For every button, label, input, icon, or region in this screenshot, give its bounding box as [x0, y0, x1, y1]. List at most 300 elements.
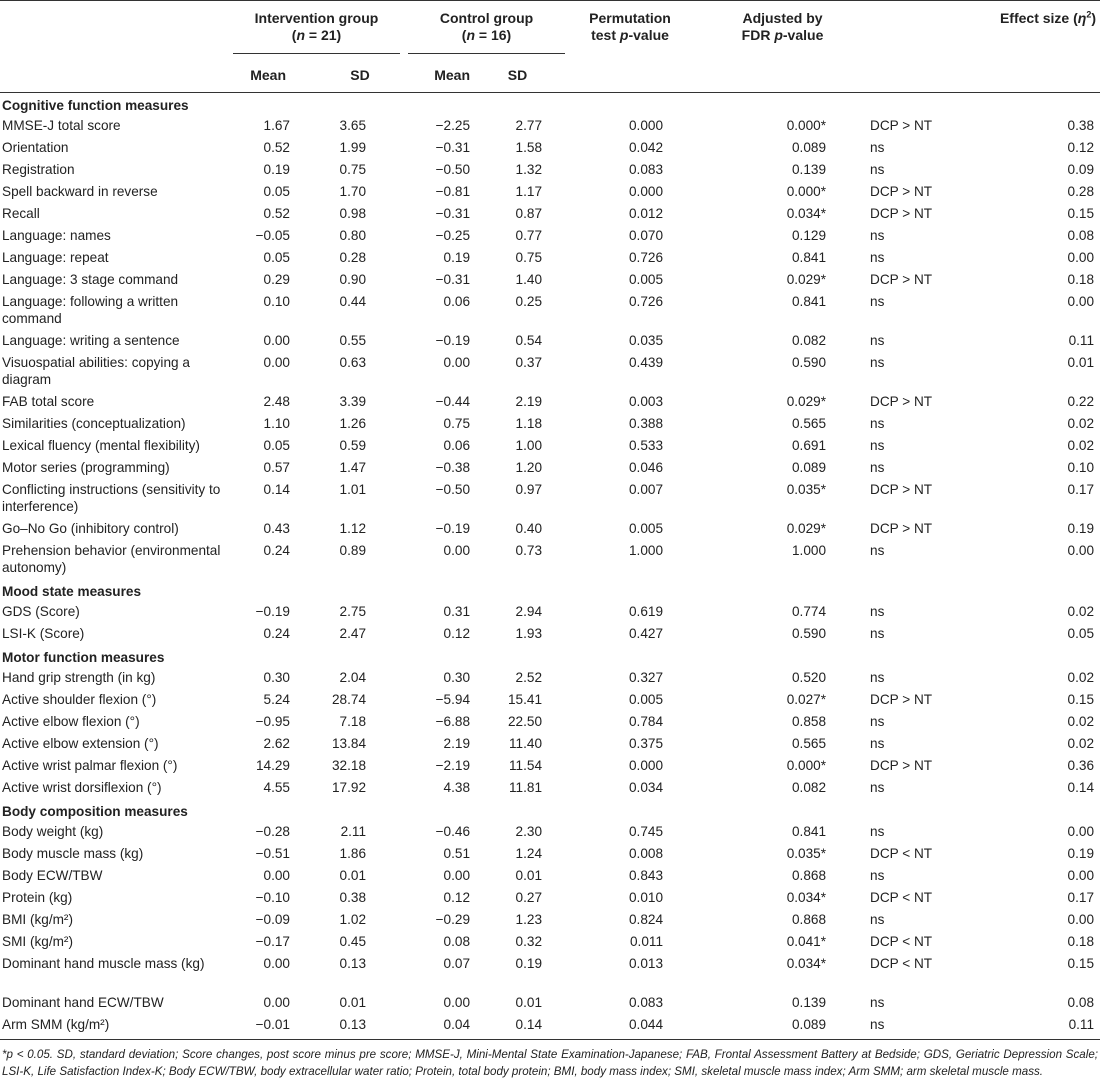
intervention-mean: 0.14 [263, 482, 290, 497]
row-label: Prehension behavior (environmental autonomy) [2, 543, 221, 575]
comparison: ns [870, 626, 885, 641]
row-label: Language: following a written command [2, 294, 179, 326]
table-row [0, 931, 1100, 953]
intervention-mean: 0.24 [263, 626, 290, 641]
control-sd-header: SD [470, 58, 565, 93]
control-mean: 0.30 [443, 670, 471, 685]
intervention-mean: 0.10 [263, 294, 290, 309]
permutation-p: 0.745 [628, 824, 664, 839]
intervention-sd: 0.44 [339, 294, 367, 309]
row-label: Conflicting instructions (sensitivity to interference) [2, 482, 221, 514]
fdr-p: 0.027* [786, 692, 827, 707]
control-sd: 2.77 [515, 118, 543, 133]
intervention-mean: 0.00 [263, 868, 290, 883]
permutation-p: 0.726 [628, 250, 664, 265]
intervention-group-n: (n = 21) [291, 27, 342, 43]
fdr-p: 0.868 [791, 912, 827, 927]
table-row [0, 777, 1100, 799]
row-label: Recall [2, 206, 40, 221]
section-header-row [0, 579, 1100, 601]
control-mean: 0.12 [443, 890, 471, 905]
effect-size: 0.02 [1067, 736, 1095, 751]
row-label: FAB total score [2, 394, 95, 409]
intervention-mean: −0.10 [255, 890, 290, 905]
effect-size: 0.02 [1067, 670, 1095, 685]
permutation-p: 0.005 [628, 692, 664, 707]
effect-size: 0.01 [1067, 355, 1095, 370]
fdr-p: 0.520 [791, 670, 827, 685]
intervention-sd: 1.02 [339, 912, 367, 927]
table-row [0, 352, 1100, 391]
fdr-p: 0.841 [791, 250, 827, 265]
intervention-sd: 3.65 [339, 118, 367, 133]
intervention-mean: 1.67 [263, 118, 290, 133]
intervention-mean: 1.10 [263, 416, 290, 431]
effect-size: 0.18 [1067, 272, 1095, 287]
table-row [0, 992, 1100, 1014]
permutation-p: 0.010 [628, 890, 664, 905]
control-mean-header: Mean [400, 58, 470, 93]
intervention-mean: 0.43 [263, 521, 290, 536]
blank-subheader [565, 58, 695, 93]
fdr-p: 0.000* [786, 184, 827, 199]
control-sd: 15.41 [507, 692, 543, 707]
permutation-p: 0.824 [628, 912, 664, 927]
fdr-p: 0.034* [786, 890, 827, 905]
comparison: ns [870, 333, 885, 348]
effect-size: 0.17 [1067, 890, 1095, 905]
control-sd: 0.73 [515, 543, 543, 558]
control-sd: 11.54 [509, 758, 543, 773]
effect-size: 0.22 [1067, 394, 1095, 409]
intervention-mean: 0.05 [263, 184, 290, 199]
comparison: ns [870, 416, 885, 431]
row-label: Active elbow extension (°) [2, 736, 159, 751]
fdr-p: 0.034* [786, 206, 827, 221]
intervention-mean: 4.55 [263, 780, 290, 795]
control-sd: 0.97 [515, 482, 543, 497]
control-mean: −0.46 [435, 824, 471, 839]
effect-size: 0.02 [1067, 438, 1095, 453]
comparison: ns [870, 604, 885, 619]
intervention-mean: 0.00 [263, 355, 290, 370]
intervention-mean: 0.30 [263, 670, 290, 685]
row-label: Body ECW/TBW [2, 868, 103, 883]
intervention-mean: −0.19 [255, 604, 290, 619]
effect-size: 0.15 [1067, 692, 1095, 707]
effect-size: 0.09 [1067, 162, 1095, 177]
permutation-p: 0.042 [628, 140, 664, 155]
blank-subheader [870, 58, 953, 93]
table-row [0, 413, 1100, 435]
control-sd: 0.25 [515, 294, 543, 309]
control-sd: 2.52 [515, 670, 543, 685]
table-row [0, 843, 1100, 865]
control-mean: 0.00 [443, 355, 471, 370]
fdr-p: 0.858 [791, 714, 827, 729]
permutation-p: 0.011 [630, 934, 664, 949]
effect-size: 0.08 [1067, 228, 1095, 243]
row-label: Body weight (kg) [2, 824, 104, 839]
fdr-p: 0.565 [791, 736, 827, 751]
permutation-p: 0.784 [628, 714, 664, 729]
fdr-p: 0.029* [786, 394, 827, 409]
control-mean: 0.07 [443, 956, 471, 971]
permutation-p: 0.083 [628, 162, 664, 177]
control-mean: 0.00 [443, 543, 471, 558]
effect-size: 0.12 [1067, 140, 1095, 155]
effect-size: 0.19 [1067, 846, 1095, 861]
fdr-p: 0.035* [786, 846, 827, 861]
control-mean: −0.31 [435, 206, 471, 221]
effect-size: 0.00 [1067, 868, 1095, 883]
row-label: BMI (kg/m²) [2, 912, 73, 927]
intervention-mean: 2.48 [263, 394, 290, 409]
control-sd: 1.40 [515, 272, 543, 287]
control-sd: 0.01 [515, 868, 543, 883]
intervention-mean-header: Mean [225, 58, 290, 93]
control-sd: 0.77 [515, 228, 543, 243]
fdr-p: 0.082 [791, 333, 827, 348]
intervention-mean: −0.95 [255, 714, 290, 729]
fdr-p: 0.035* [786, 482, 827, 497]
intervention-mean: 0.00 [263, 956, 290, 971]
table-row [0, 953, 1100, 992]
effect-size: 0.19 [1067, 521, 1095, 536]
row-label: Active elbow flexion (°) [2, 714, 140, 729]
section-title: Body composition measures [2, 804, 188, 819]
permutation-p: 0.000 [628, 758, 664, 773]
intervention-group-title: Intervention group [254, 10, 379, 26]
effect-size: 0.11 [1068, 1017, 1095, 1032]
intervention-mean: −0.09 [255, 912, 290, 927]
fdr-p: 1.000 [791, 543, 827, 558]
fdr-p: 0.041* [786, 934, 827, 949]
table-row [0, 601, 1100, 623]
comparison: ns [870, 294, 885, 309]
table-row [0, 623, 1100, 645]
table-row [0, 137, 1100, 159]
intervention-sd: 1.12 [339, 521, 367, 536]
intervention-sd: 0.45 [339, 934, 367, 949]
control-sd: 2.94 [515, 604, 543, 619]
intervention-sd: 1.01 [339, 482, 367, 497]
row-label: GDS (Score) [2, 604, 80, 619]
table-row [0, 457, 1100, 479]
fdr-p: 0.590 [791, 626, 827, 641]
section-title: Motor function measures [2, 650, 165, 665]
row-label: Registration [2, 162, 75, 177]
control-sd: 0.87 [515, 206, 543, 221]
comparison: ns [870, 780, 885, 795]
permutation-p: 0.439 [628, 355, 664, 370]
control-mean: −0.50 [435, 482, 471, 497]
intervention-mean: 0.57 [263, 460, 290, 475]
effect-size: 0.00 [1067, 294, 1095, 309]
row-label: LSI-K (Score) [2, 626, 85, 641]
control-sd: 1.32 [515, 162, 543, 177]
row-label: Active wrist palmar flexion (°) [2, 758, 178, 773]
control-mean: −0.31 [435, 140, 471, 155]
effect-size: 0.36 [1067, 758, 1095, 773]
intervention-group-header [225, 0, 400, 58]
effect-size: 0.14 [1067, 780, 1095, 795]
intervention-sd: 28.74 [331, 692, 367, 707]
control-group-n: (n = 16) [461, 27, 512, 43]
comparison: ns [870, 714, 885, 729]
fdr-p: 0.089 [791, 140, 827, 155]
effect-size: 0.05 [1067, 626, 1095, 641]
permutation-p: 0.427 [628, 626, 664, 641]
comparison: ns [870, 543, 885, 558]
control-mean: −0.19 [435, 333, 471, 348]
intervention-sd: 0.01 [339, 995, 367, 1010]
intervention-sd: 1.26 [339, 416, 367, 431]
fdr-p: 0.089 [791, 460, 827, 475]
intervention-mean: 0.05 [263, 438, 290, 453]
intervention-sd-header: SD [290, 58, 400, 93]
blank-subheader [0, 58, 225, 93]
table-row [0, 479, 1100, 518]
section-header-row [0, 799, 1100, 821]
comparison: DCP > NT [870, 118, 933, 133]
comparison: ns [870, 228, 885, 243]
intervention-mean: 0.00 [263, 333, 290, 348]
fdr-p: 0.774 [791, 604, 827, 619]
table-row [0, 391, 1100, 413]
permutation-p: 0.005 [628, 272, 664, 287]
corner-cell [0, 0, 225, 58]
permutation-p: 0.035 [628, 333, 664, 348]
intervention-sd: 7.18 [339, 714, 367, 729]
comparison: DCP < NT [870, 934, 933, 949]
row-label: Active shoulder flexion (°) [2, 692, 157, 707]
table-row [0, 667, 1100, 689]
control-sd: 0.75 [515, 250, 543, 265]
fdr-p: 0.139 [791, 995, 827, 1010]
table-row [0, 247, 1100, 269]
table-body [0, 93, 1100, 1040]
control-mean: 0.00 [443, 995, 471, 1010]
table-row [0, 909, 1100, 931]
permutation-p: 0.044 [628, 1017, 664, 1032]
row-label: Dominant hand ECW/TBW [2, 995, 164, 1010]
row-label: Active wrist dorsiflexion (°) [2, 780, 162, 795]
intervention-sd: 1.70 [339, 184, 367, 199]
row-label: Language: repeat [2, 250, 109, 265]
fdr-p: 0.034* [786, 956, 827, 971]
permutation-p: 1.000 [628, 543, 664, 558]
intervention-mean: −0.28 [255, 824, 290, 839]
intervention-sd: 0.98 [339, 206, 367, 221]
control-sd: 0.14 [515, 1017, 543, 1032]
permutation-p: 0.046 [628, 460, 664, 475]
effect-size: 0.15 [1067, 956, 1095, 971]
row-label: Lexical fluency (mental flexibility) [2, 438, 200, 453]
control-mean: 0.08 [443, 934, 471, 949]
intervention-sd: 2.75 [339, 604, 367, 619]
control-group-header [400, 0, 565, 58]
control-mean: −0.38 [435, 460, 471, 475]
control-mean: 0.12 [443, 626, 471, 641]
intervention-sd: 32.18 [331, 758, 367, 773]
control-sd: 1.17 [515, 184, 543, 199]
intervention-sd: 0.75 [339, 162, 367, 177]
intervention-mean: 0.19 [263, 162, 290, 177]
intervention-mean: −0.01 [255, 1017, 290, 1032]
comparison: DCP > NT [870, 206, 933, 221]
permutation-p: 0.619 [628, 604, 664, 619]
control-mean: −0.81 [435, 184, 471, 199]
table-row [0, 269, 1100, 291]
comparison: ns [870, 438, 885, 453]
intervention-mean: 0.52 [263, 140, 290, 155]
comparison: DCP > NT [870, 521, 933, 536]
comparison: ns [870, 355, 885, 370]
table-row [0, 711, 1100, 733]
intervention-sd: 2.11 [340, 824, 367, 839]
effect-size: 0.15 [1067, 206, 1095, 221]
comparison: DCP > NT [870, 692, 933, 707]
permutation-p: 0.726 [628, 294, 664, 309]
control-mean: 0.51 [443, 846, 471, 861]
control-sd: 0.27 [515, 890, 543, 905]
comparison: DCP > NT [870, 394, 933, 409]
comparison: DCP < NT [870, 846, 933, 861]
table-top-rule [0, 0, 1100, 1]
permutation-p: 0.000 [628, 118, 664, 133]
permutation-p: 0.533 [628, 438, 664, 453]
control-sd: 1.23 [515, 912, 543, 927]
intervention-sd: 0.13 [339, 1017, 367, 1032]
comparison: DCP < NT [870, 890, 933, 905]
row-label: Language: 3 stage command [2, 272, 179, 287]
intervention-mean: 0.05 [263, 250, 290, 265]
intervention-mean: 14.29 [255, 758, 290, 773]
comparison: ns [870, 460, 885, 475]
control-mean: −0.19 [435, 521, 471, 536]
table-row [0, 733, 1100, 755]
table-row [0, 181, 1100, 203]
effect-size: 0.00 [1067, 912, 1095, 927]
control-mean: 0.19 [443, 250, 471, 265]
intervention-sd: 3.39 [339, 394, 367, 409]
comparison: DCP > NT [870, 272, 933, 287]
section-header-row [0, 645, 1100, 667]
control-mean: 2.19 [443, 736, 471, 751]
control-sd: 0.40 [515, 521, 543, 536]
control-mean: −6.88 [435, 714, 471, 729]
permutation-p: 0.327 [628, 670, 664, 685]
comparison: ns [870, 868, 885, 883]
section-title: Cognitive function measures [2, 98, 189, 113]
row-label: Orientation [2, 140, 69, 155]
control-sd: 22.50 [507, 714, 543, 729]
permutation-p: 0.083 [628, 995, 664, 1010]
comparison-header [870, 0, 953, 58]
effect-size: 0.17 [1067, 482, 1095, 497]
fdr-p: 0.089 [791, 1017, 827, 1032]
fdr-p: 0.841 [791, 294, 827, 309]
table-row [0, 203, 1100, 225]
table-row [0, 115, 1100, 137]
control-sd: 0.54 [515, 333, 543, 348]
intervention-sd: 17.92 [331, 780, 367, 795]
row-label: Spell backward in reverse [2, 184, 158, 199]
intervention-mean: 5.24 [263, 692, 290, 707]
intervention-sd: 0.28 [339, 250, 367, 265]
table-row [0, 887, 1100, 909]
fdr-p: 0.000* [786, 758, 827, 773]
row-label: Language: writing a sentence [2, 333, 180, 348]
control-sd: 1.20 [515, 460, 543, 475]
control-mean: 0.04 [443, 1017, 471, 1032]
effect-size: 0.08 [1067, 995, 1095, 1010]
control-sd: 2.19 [515, 394, 543, 409]
effect-size-header: Effect size $(\eta^2)$ [999, 9, 1097, 26]
permutation-p: 0.003 [628, 394, 664, 409]
row-label: Similarities (conceptualization) [2, 416, 186, 431]
intervention-mean: 0.52 [263, 206, 290, 221]
fdr-p: 0.565 [791, 416, 827, 431]
control-mean: −0.29 [435, 912, 471, 927]
control-sd: 0.32 [515, 934, 543, 949]
control-mean: −5.94 [435, 692, 471, 707]
control-sd: 1.93 [515, 626, 543, 641]
row-label: Go–No Go (inhibitory control) [2, 521, 179, 536]
table-row [0, 755, 1100, 777]
control-sd: 0.37 [515, 355, 543, 370]
control-sd: 0.19 [515, 956, 543, 971]
comparison: DCP > NT [870, 758, 933, 773]
permutation-p: 0.008 [628, 846, 664, 861]
permutation-p: 0.000 [628, 184, 664, 199]
intervention-sd: 1.86 [339, 846, 367, 861]
permutation-p: 0.013 [628, 956, 664, 971]
control-sd: 11.81 [509, 780, 543, 795]
control-group-title: Control group [439, 10, 534, 26]
comparison: ns [870, 1017, 885, 1032]
control-mean: −0.44 [435, 394, 471, 409]
row-label: Arm SMM (kg/m²) [2, 1017, 110, 1032]
blank-subheader [953, 58, 1100, 93]
effect-size: 0.02 [1067, 714, 1095, 729]
comparison: ns [870, 912, 885, 927]
comparison: DCP > NT [870, 184, 933, 199]
effect-size: 0.00 [1067, 250, 1095, 265]
table-row [0, 689, 1100, 711]
fdr-p: 0.129 [791, 228, 827, 243]
row-label: Body muscle mass (kg) [2, 846, 144, 861]
intervention-sd: 0.55 [339, 333, 367, 348]
control-mean: −0.50 [435, 162, 471, 177]
control-mean: 0.00 [443, 868, 471, 883]
table-row [0, 291, 1100, 330]
effect-size: 0.00 [1067, 824, 1095, 839]
fdr-p: 0.691 [791, 438, 827, 453]
comparison: ns [870, 140, 885, 155]
table-row [0, 330, 1100, 352]
fdr-p: 0.029* [786, 272, 827, 287]
intervention-sd: 0.80 [339, 228, 367, 243]
intervention-sd: 0.90 [339, 272, 367, 287]
table-row [0, 225, 1100, 247]
table-footnote: *p < 0.05. SD, standard deviation; Score changes, post score minus pre score; MMSE-J, Mini-Mental State Examination-Japanese; FAB, Frontal Assessment Battery at Bedside; GDS, Geriatric Depression Scale; LSI-K, Life Satisfaction Index-K; Body ECW/TBW, body extracellular water ratio; Protein, total body protein; BMI, body mass index; SMI, skeletal muscle mass index; Arm SMM; arm skeletal muscle mass. [0, 1039, 1100, 1080]
fdr-header: Adjusted by FDR p-value [741, 10, 824, 43]
row-label: MMSE-J total score [2, 118, 121, 133]
intervention-sd: 0.38 [339, 890, 367, 905]
control-sd: 0.01 [515, 995, 543, 1010]
